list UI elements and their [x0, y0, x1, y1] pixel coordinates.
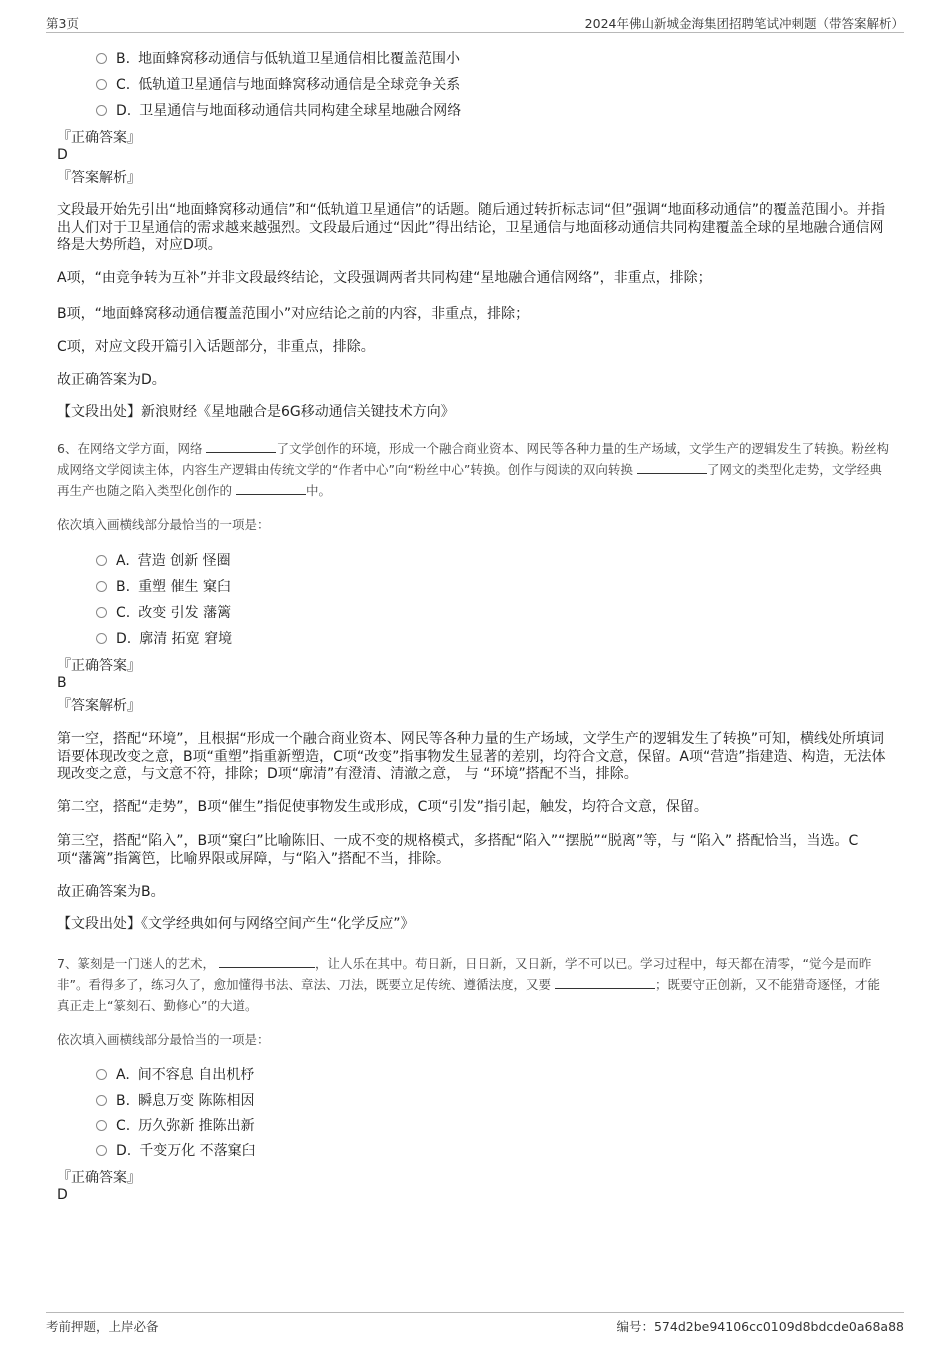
- q7-stem: 7、篆刻是一门迷人的艺术， ，让人乐在其中。苟日新，日日新，又日新，学不可以已。学习过程中，每天都在清零，“觉今是而昨非”。看得多了，练习久了，愈加懂得书法、章法、刀法，既要立足传统、遵循法度，又要 ；既要守正创新，又不能猎奇逐怪，才能真正走上“篆刻石、勤修心”的大道。: [57, 956, 880, 1013]
- q7-option-a[interactable]: A. 间不容息 自出机杼: [96, 1064, 254, 1084]
- radio-icon[interactable]: [96, 1120, 107, 1131]
- q7-option-c[interactable]: C. 历久弥新 推陈出新: [96, 1115, 255, 1135]
- q7-correct-answer-label: 『正确答案』: [57, 1170, 141, 1186]
- q6-stem: 6、在网络文学方面，网络 了文学创作的环境，形成一个融合商业资本、网民等各种力量的生产场域，文学生产的逻辑发生了转换。粉丝构成网络文学阅读主体，内容生产逻辑由传统文学的“作者中心”向“粉丝中心”转换。创作与阅读的双向转换 了网文的类型化走势，文学经典再生产也随之陷入类型化创作的 中。: [57, 441, 889, 498]
- q6-option-c[interactable]: C. 改变 引发 藩篱: [96, 602, 231, 622]
- blank-2: [555, 976, 655, 989]
- q5-source: 【文段出处】新浪财经《星地融合是6G移动通信关键技术方向》: [57, 404, 455, 420]
- q5-option-d[interactable]: D. 卫星通信与地面移动通信共同构建全球星地融合网络: [96, 100, 461, 120]
- page-header: [46, 12, 904, 33]
- radio-icon[interactable]: [96, 1095, 107, 1106]
- q6-analysis-blank-2: 第二空，搭配“走势”，B项“催生”指促使事物发生或形成，C项“引发”指引起，触发，均符合文意，保留。: [57, 799, 708, 815]
- q6-conclusion: 故正确答案为B。: [57, 884, 165, 900]
- q6-option-a[interactable]: A. 营造 创新 怪圈: [96, 550, 231, 570]
- q6-analysis-blank-1: 第一空，搭配“环境”，且根据“形成一个融合商业资本、网民等各种力量的生产场域，文学生产的逻辑发生了转换”可知，横线处所填词语要体现改变之意，B项“重塑”指重新塑造，C项“改变”指事物发生显著的差别，均符合文意，保留。A项“营造”指建造、构造，无法体现改变之意，与文意不符，排除；D项“廓清”有澄清、清澈之意， 与 “环境”搭配不当，排除。: [57, 731, 886, 782]
- q5-analysis-option-b: B项，“地面蜂窝移动通信覆盖范围小”对应结论之前的内容，非重点，排除；: [57, 306, 530, 322]
- document-title: 2024年佛山新城金海集团招聘笔试冲刺题（带答案解析）: [584, 16, 904, 31]
- q6-analysis-label: 『答案解析』: [57, 698, 141, 714]
- q5-option-c[interactable]: C. 低轨道卫星通信与地面蜂窝移动通信是全球竞争关系: [96, 74, 460, 94]
- radio-icon[interactable]: [96, 53, 107, 64]
- q5-correct-answer-label: 『正确答案』: [57, 130, 141, 146]
- page-number: 第3页: [46, 16, 79, 31]
- q6-correct-answer-label: 『正确答案』: [57, 658, 141, 674]
- q6-analysis-blank-3: 第三空，搭配“陷入”，B项“窠臼”比喻陈旧、一成不变的规格模式，多搭配“陷入”“摆脱”“脱离”等，与 “陷入” 搭配恰当，当选。C项“藩篱”指篱笆，比喻界限或屏障，与“陷入”搭配不当，排除。: [57, 833, 859, 867]
- q7-option-d[interactable]: D. 千变万化 不落窠臼: [96, 1140, 256, 1160]
- radio-icon[interactable]: [96, 607, 107, 618]
- q5-analysis-paragraph: 文段最开始先引出“地面蜂窝移动通信”和“低轨道卫星通信”的话题。随后通过转折标志词“但”强调“地面移动通信”的覆盖范围小。并指出人们对于卫星通信的需求越来越强烈。文段最后通过“因此”得出结论，卫星通信与地面移动通信共同构建覆盖全球的星地融合通信网络是大势所趋，对应D项。: [57, 202, 886, 253]
- q5-option-b[interactable]: B. 地面蜂窝移动通信与低轨道卫星通信相比覆盖范围小: [96, 48, 460, 68]
- document-code: 编号：574d2be94106cc0109d8bdcde0a68a88: [616, 1319, 904, 1334]
- blank-3: [236, 482, 306, 495]
- q6-option-b[interactable]: B. 重塑 催生 窠臼: [96, 576, 231, 596]
- q7-answer: D: [57, 1187, 68, 1203]
- blank-2: [637, 461, 707, 474]
- blank-1: [219, 955, 315, 968]
- radio-icon[interactable]: [96, 1145, 107, 1156]
- q5-analysis-label: 『答案解析』: [57, 170, 141, 186]
- q6-answer: B: [57, 675, 67, 691]
- radio-icon[interactable]: [96, 1069, 107, 1080]
- footer-slogan: 考前押题，上岸必备: [46, 1319, 159, 1334]
- radio-icon[interactable]: [96, 79, 107, 90]
- radio-icon[interactable]: [96, 581, 107, 592]
- blank-1: [206, 440, 276, 453]
- radio-icon[interactable]: [96, 555, 107, 566]
- q5-analysis-option-c: C项，对应文段开篇引入话题部分，非重点，排除。: [57, 339, 375, 355]
- q6-fill-prompt: 依次填入画横线部分最恰当的一项是：: [57, 517, 270, 532]
- radio-icon[interactable]: [96, 105, 107, 116]
- q5-analysis-option-a: A项，“由竞争转为互补”并非文段最终结论，文段强调两者共同构建“星地融合通信网络”，非重点，排除；: [57, 270, 712, 286]
- q6-option-d[interactable]: D. 廓清 拓宽 窘境: [96, 628, 232, 648]
- q7-fill-prompt: 依次填入画横线部分最恰当的一项是：: [57, 1032, 270, 1047]
- q6-source: 【文段出处】《文学经典如何与网络空间产生“化学反应”》: [57, 916, 415, 932]
- page-footer: [46, 1312, 904, 1335]
- q5-conclusion: 故正确答案为D。: [57, 372, 166, 388]
- q7-option-b[interactable]: B. 瞬息万变 陈陈相因: [96, 1090, 255, 1110]
- q5-answer: D: [57, 147, 68, 163]
- radio-icon[interactable]: [96, 633, 107, 644]
